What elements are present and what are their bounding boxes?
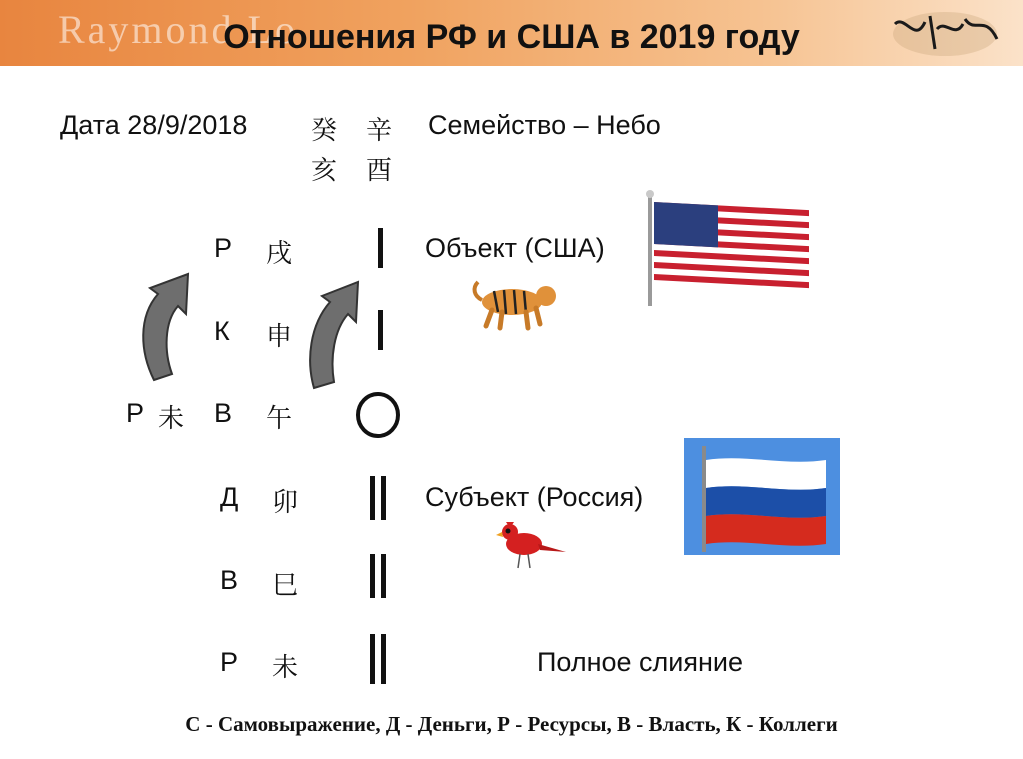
brand-watermark: Raymond Lo <box>58 7 298 52</box>
yin-line-1 <box>368 474 390 522</box>
row6-label: Полное слияние <box>537 647 743 677</box>
usa-flag-image <box>642 190 814 308</box>
russia-flag-image <box>684 438 840 555</box>
slide-title: Отношения РФ и США в 2019 году <box>223 18 800 56</box>
date-stem-1: 癸 <box>311 116 338 146</box>
date-branch-2: 酉 <box>366 156 393 186</box>
row3-extra-char: 未 <box>158 404 185 434</box>
legend-text: С - Самовыражение, Д - Деньги, Р - Ресурсы, В - Власть, К - Коллеги <box>185 712 838 736</box>
row4-char: 卯 <box>272 488 299 518</box>
moving-line-circle-icon <box>354 390 404 440</box>
row6-letter: Р <box>220 647 239 677</box>
date-stem-2: 辛 <box>366 116 393 146</box>
date-relation: Семейство – Небо <box>428 110 661 140</box>
row3-char: 午 <box>266 404 293 434</box>
row4-letter: Д <box>220 482 239 512</box>
row5-letter: В <box>220 565 239 595</box>
tiger-image <box>468 272 564 332</box>
fengshui-calligraphy-logo-icon <box>885 4 1005 60</box>
row4-label: Субъект (Россия) <box>425 482 644 512</box>
curved-up-arrow-icon-right <box>300 270 370 395</box>
yin-line-3 <box>368 632 390 686</box>
row1-letter: Р <box>214 233 233 263</box>
row6-char: 未 <box>272 653 299 683</box>
cardinal-bird-image <box>496 516 568 572</box>
yin-line-2 <box>368 552 390 600</box>
date-label: Дата 28/9/2018 <box>60 110 248 140</box>
row5-char: 巳 <box>272 571 299 601</box>
row1-char: 戌 <box>266 239 293 269</box>
row3-extra-letter: Р <box>126 398 145 428</box>
yang-line-1 <box>375 226 387 270</box>
row2-letter: К <box>214 316 230 346</box>
curved-up-arrow-icon-left <box>128 262 198 387</box>
yang-line-2 <box>375 308 387 352</box>
row1-label: Объект (США) <box>425 233 605 263</box>
row2-char: 申 <box>266 322 293 352</box>
row3-letter: В <box>214 398 233 428</box>
date-branch-1: 亥 <box>311 156 338 186</box>
